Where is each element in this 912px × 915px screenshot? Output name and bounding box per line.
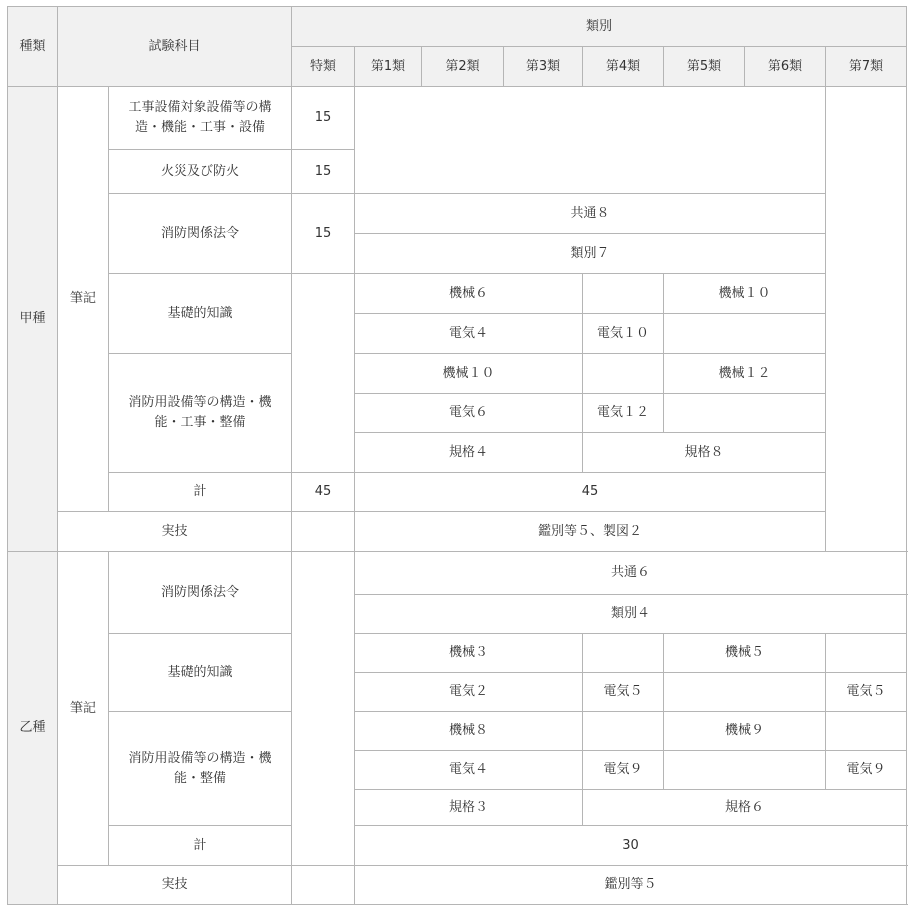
otsu-kouzou-denki-7: 電気９ xyxy=(826,751,907,790)
otsu-subject-kiso: 基礎的知識 xyxy=(109,634,292,712)
kou-kiso-denki-1-3: 電気４ xyxy=(355,314,583,354)
otsu-kiso-denki-1-3: 電気２ xyxy=(355,673,583,712)
otsu-total-label: 計 xyxy=(109,826,292,866)
otsu-row-houki-1 xyxy=(8,552,907,595)
otsu-row-kouzou-1 xyxy=(8,712,907,751)
header-category-2: 第2類 xyxy=(422,47,504,87)
kou-kouzou-empty-5 xyxy=(664,394,826,433)
kou-row-kiso-1 xyxy=(8,274,907,314)
otsu-hikki: 筆記 xyxy=(58,552,109,866)
kou-kiso-kikai-1-3: 機械６ xyxy=(355,274,583,314)
otsu-kiso-empty-5-6 xyxy=(664,673,826,712)
otsu-jitsugi-value: 鑑別等５ xyxy=(355,866,907,905)
header-category-6: 第6類 xyxy=(745,47,826,87)
kou-kouzou-kikai-5: 機械１２ xyxy=(664,354,826,394)
kou-subject-houki: 消防関係法令 xyxy=(109,194,292,274)
kou-kiso-kikai-5: 機械１０ xyxy=(664,274,826,314)
otsu-row-total xyxy=(8,826,907,866)
kou-row-kouzou-1 xyxy=(8,354,907,394)
otsu-subject-houki: 消防関係法令 xyxy=(109,552,292,634)
otsu-kiso-kikai-1-3: 機械３ xyxy=(355,634,583,673)
kou-row-houki-1 xyxy=(8,194,907,234)
kou-jitsugi-toku xyxy=(292,512,355,552)
kou-empty-block xyxy=(355,87,826,194)
otsu-kiso-kikai-5-6: 機械５ xyxy=(664,634,826,673)
otsu-kouzou-kikaku-1-3: 規格３ xyxy=(355,790,583,826)
header-subject: 試験科目 xyxy=(58,7,292,87)
kou-empty-6-7 xyxy=(826,87,907,552)
header-category-3: 第3類 xyxy=(504,47,583,87)
exam-subjects-table xyxy=(7,6,907,905)
otsu-kiso-empty-4 xyxy=(583,634,664,673)
otsu-kiso-denki-7: 電気５ xyxy=(826,673,907,712)
kou-row-jitsugi xyxy=(8,512,907,552)
header-category-1: 第1類 xyxy=(355,47,422,87)
otsu-kouzou-kikai-1-3: 機械８ xyxy=(355,712,583,751)
kou-houki-by-class: 類別７ xyxy=(355,234,826,274)
header-category-5: 第5類 xyxy=(664,47,745,87)
otsu-toku-empty xyxy=(292,552,355,866)
kou-toku-kasai: 15 xyxy=(292,150,355,194)
kou-label: 甲種 xyxy=(8,87,58,552)
kou-jitsugi-label: 実技 xyxy=(58,512,292,552)
otsu-total-value: 30 xyxy=(355,826,907,866)
kou-subject-kouji: 工事設備対象設備等の構造・機能・工事・設備 xyxy=(109,87,292,150)
otsu-subject-kouzou: 消防用設備等の構造・機能・整備 xyxy=(109,712,292,826)
otsu-row-kiso-1 xyxy=(8,634,907,673)
kou-kouzou-empty-4 xyxy=(583,354,664,394)
kou-kouzou-denki-4: 電気１２ xyxy=(583,394,664,433)
kou-subject-kouzou: 消防用設備等の構造・機能・工事・整備 xyxy=(109,354,292,473)
otsu-kouzou-empty-4 xyxy=(583,712,664,751)
header-category-4: 第4類 xyxy=(583,47,664,87)
kou-toku-kouji: 15 xyxy=(292,87,355,150)
otsu-houki-by-class: 類別４ xyxy=(355,595,907,634)
kou-kouzou-denki-1-3: 電気６ xyxy=(355,394,583,433)
otsu-jitsugi-label: 実技 xyxy=(58,866,292,905)
kou-total-toku: 45 xyxy=(292,473,355,512)
header-row-1 xyxy=(8,7,907,47)
header-category-toku: 特類 xyxy=(292,47,355,87)
otsu-kouzou-empty-7 xyxy=(826,712,907,751)
kou-jitsugi-value: 鑑別等５、製図２ xyxy=(355,512,826,552)
kou-kiso-empty-5 xyxy=(664,314,826,354)
kou-kouzou-kikaku-1-3: 規格４ xyxy=(355,433,583,473)
header-category-7: 第7類 xyxy=(826,47,907,87)
otsu-jitsugi-toku xyxy=(292,866,355,905)
kou-kouzou-kikaku-4-5: 規格８ xyxy=(583,433,826,473)
otsu-label: 乙種 xyxy=(8,552,58,905)
otsu-kouzou-empty-5-6 xyxy=(664,751,826,790)
otsu-kouzou-denki-4: 電気９ xyxy=(583,751,664,790)
otsu-kiso-empty-7 xyxy=(826,634,907,673)
kou-total-label: 計 xyxy=(109,473,292,512)
otsu-houki-common: 共通６ xyxy=(355,552,907,595)
kou-toku-empty xyxy=(292,274,355,473)
otsu-row-jitsugi xyxy=(8,866,907,905)
kou-total-value: 45 xyxy=(355,473,826,512)
kou-hikki: 筆記 xyxy=(58,87,109,512)
otsu-kouzou-kikai-5-6: 機械９ xyxy=(664,712,826,751)
otsu-kouzou-denki-1-3: 電気４ xyxy=(355,751,583,790)
kou-houki-common: 共通８ xyxy=(355,194,826,234)
kou-row-kouji xyxy=(8,87,907,150)
kou-kiso-denki-4: 電気１０ xyxy=(583,314,664,354)
header-category-group: 類別 xyxy=(292,7,907,47)
kou-row-total xyxy=(8,473,907,512)
kou-subject-kiso: 基礎的知識 xyxy=(109,274,292,354)
header-kind: 種類 xyxy=(8,7,58,87)
kou-kouzou-kikai-1-3: 機械１０ xyxy=(355,354,583,394)
otsu-kiso-denki-4: 電気５ xyxy=(583,673,664,712)
kou-subject-kasai: 火災及び防火 xyxy=(109,150,292,194)
kou-kiso-empty-4 xyxy=(583,274,664,314)
kou-toku-houki: 15 xyxy=(292,194,355,274)
otsu-kouzou-kikaku-4-7: 規格６ xyxy=(583,790,907,826)
